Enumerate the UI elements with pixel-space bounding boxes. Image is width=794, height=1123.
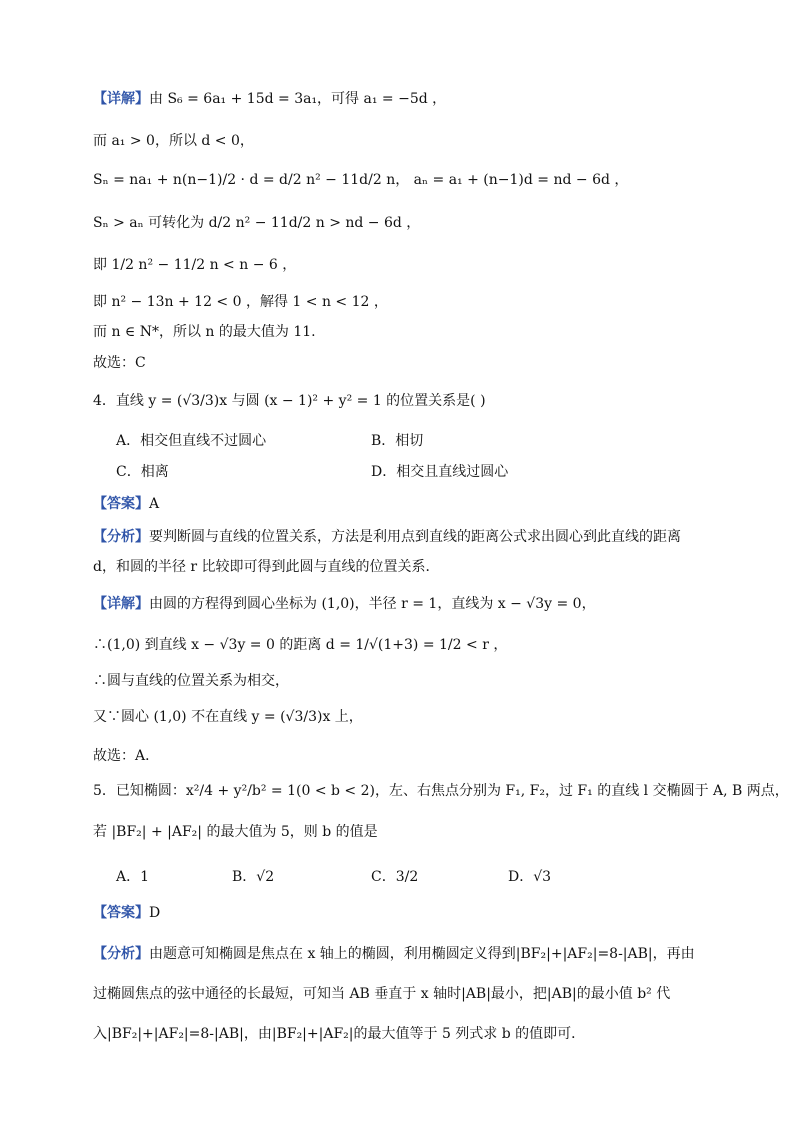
q5-option-d: D．√3 <box>508 869 552 885</box>
answer-tag: 【答案】 <box>93 496 149 512</box>
q5-option-c: C．3/2 <box>371 869 419 885</box>
q4-option-a: A．相交但直线不过圆心 <box>116 433 267 449</box>
detail-line-3: Sₙ = na₁ + n(n−1)/2 · d = d/2 n² − 11d/2 n， aₙ = a₁ + (n−1)d = nd − 6d ， <box>93 172 629 188</box>
answer-value: A <box>149 496 160 512</box>
q4-option-d: D．相交且直线过圆心 <box>371 464 509 480</box>
analysis-tag: 【分析】 <box>93 529 149 545</box>
analysis-text: 由题意可知椭圆是焦点在 x 轴上的椭圆，利用椭圆定义得到|BF₂|+|AF₂|=8-|AB|，再由过椭圆焦点的弦中通径的长最短，可知当 AB 垂直于 x 轴时|AB|最小，把|AB|的最小值 b² 代入|BF₂|+|AF₂|=8-|AB|，由|BF₂|+|AF₂|的最大值等于 5 列式求 b 的值即可． <box>93 946 695 1042</box>
q4-answer <box>93 494 159 514</box>
q4-analysis <box>93 522 708 582</box>
q4-detail-2: ∴(1,0) 到直线 x − √3y = 0 的距离 d = 1/√(1+3) = 1/2 < r ， <box>93 637 508 653</box>
q5-option-a: A．1 <box>116 869 150 885</box>
q5-analysis <box>93 934 708 1054</box>
q4-detail-4: 又∵圆心 (1,0) 不在直线 y = (√3/3)x 上， <box>93 709 363 725</box>
q5-option-b: B．√2 <box>232 869 275 885</box>
question-4-stem: 4．直线 y = (√3/3)x 与圆 (x − 1)² + y² = 1 的位置关系是( ) <box>93 393 486 409</box>
q5-answer <box>93 903 160 923</box>
q4-detail-3: ∴圆与直线的位置关系为相交， <box>93 673 289 689</box>
detail-line-5: 即 1/2 n² − 11/2 n < n − 6 ， <box>93 257 297 273</box>
q4-option-c: C．相离 <box>116 464 169 480</box>
analysis-tag: 【分析】 <box>93 946 149 962</box>
detail-tag: 【详解】 <box>93 91 149 107</box>
question-5-stem-2: 若 |BF₂| + |AF₂| 的最大值为 5，则 b 的值是 <box>93 824 378 840</box>
detail-line-2: 而 a₁ > 0，所以 d < 0， <box>93 133 254 149</box>
detail-text: 由 S₆ = 6a₁ + 15d = 3a₁，可得 a₁ = −5d ， <box>149 91 447 107</box>
detail-line-4: Sₙ > aₙ 可转化为 d/2 n² − 11d/2 n > nd − 6d ， <box>93 215 421 231</box>
choice-line: 故选：C <box>93 355 146 371</box>
detail-text: 由圆的方程得到圆心坐标为 (1,0)，半径 r = 1，直线为 x − √3y = 0， <box>149 596 596 612</box>
answer-tag: 【答案】 <box>93 905 149 921</box>
detail-line-7: 而 n ∈ N*，所以 n 的最大值为 11. <box>93 324 316 340</box>
q4-detail-5: 故选：A． <box>93 748 160 764</box>
detail-line-1 <box>93 89 446 109</box>
detail-line-6: 即 n² − 13n + 12 < 0 ，解得 1 < n < 12 ， <box>93 294 388 310</box>
q4-option-b: B．相切 <box>371 433 424 449</box>
question-5-stem-1: 5．已知椭圆：x²/4 + y²/b² = 1(0 < b < 2)，左、右焦点分别为 F₁, F₂，过 F₁ 的直线 l 交椭圆于 A, B 两点， <box>93 783 789 799</box>
answer-value: D <box>149 905 161 921</box>
detail-tag: 【详解】 <box>93 596 149 612</box>
q4-detail-1 <box>93 594 596 614</box>
analysis-text: 要判断圆与直线的位置关系，方法是利用点到直线的距离公式求出圆心到此直线的距离 d，和圆的半径 r 比较即可得到此圆与直线的位置关系． <box>93 529 681 575</box>
